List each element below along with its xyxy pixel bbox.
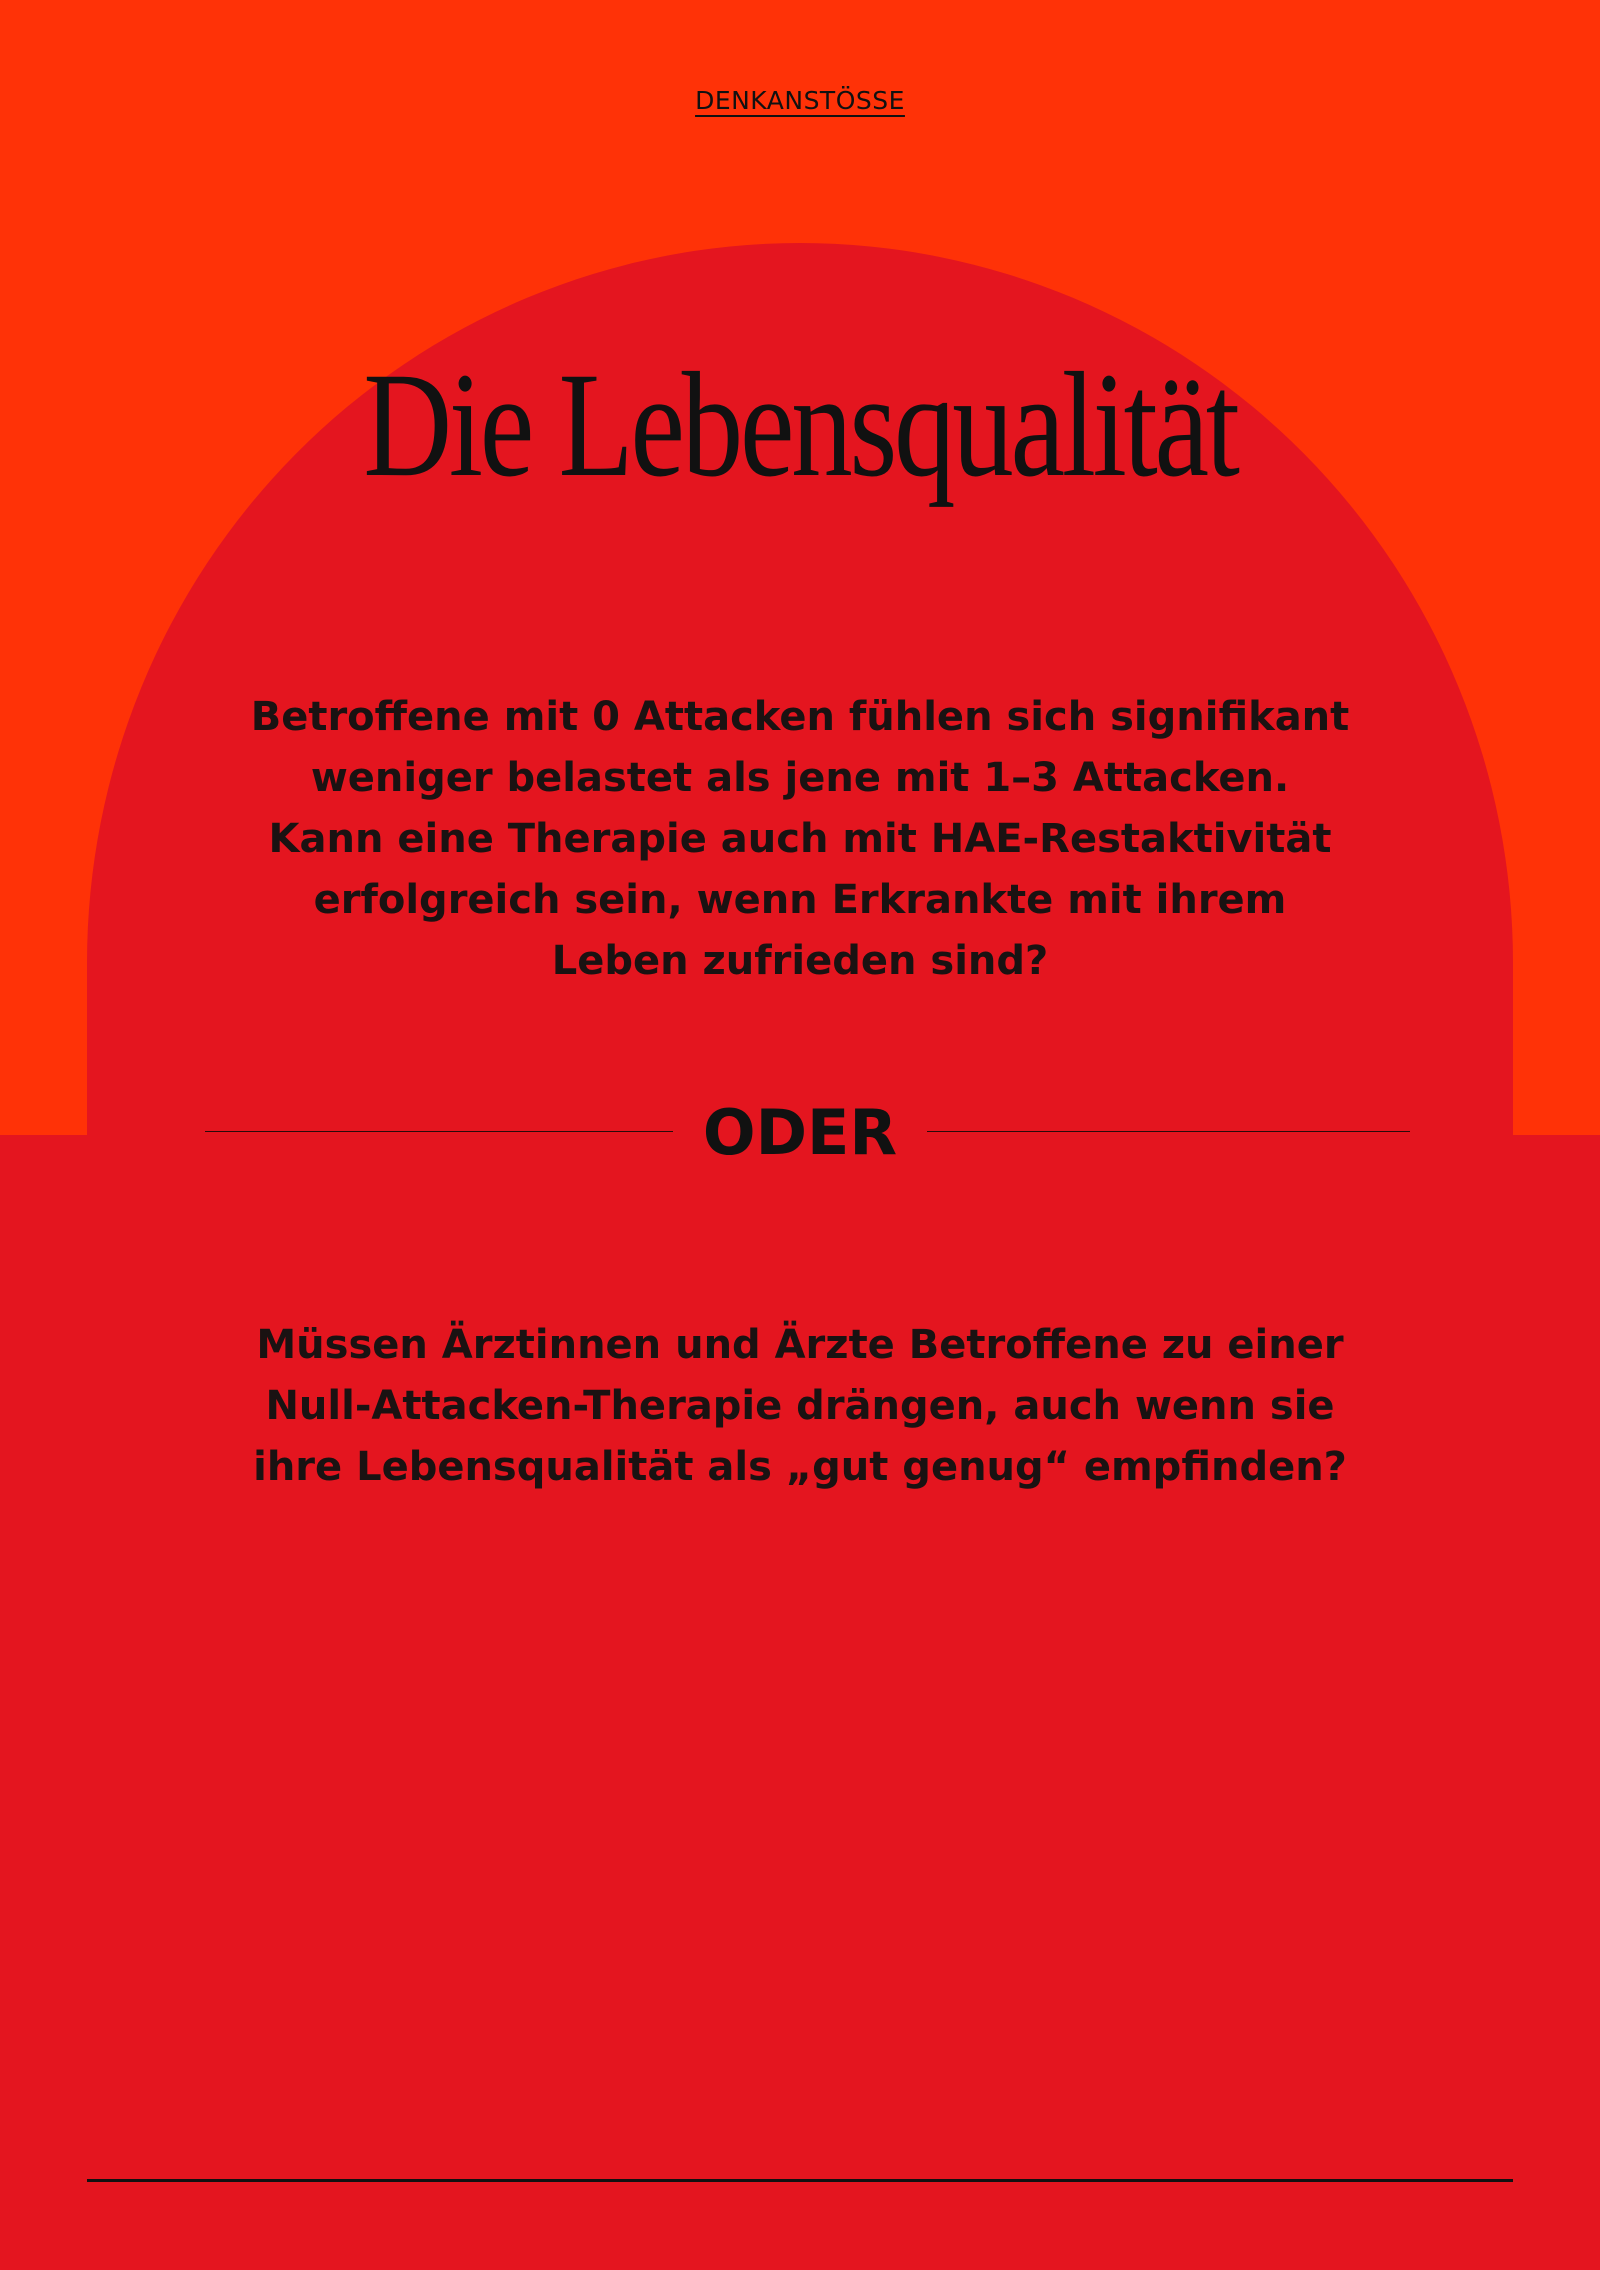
divider-line-right bbox=[927, 1131, 1410, 1132]
bottom-rule bbox=[87, 2179, 1513, 2182]
page-title: Die Lebensqualität bbox=[363, 342, 1237, 508]
question-paragraph-1: Betroffene mit 0 Attacken fühlen sich signifikant weniger belastet als jene mit 1–3 Attacken. Kann eine Therapie auch mit HAE-Restaktivität erfolgreich sein, wenn Erkrankte mit ihrem Leben zufrieden sind? bbox=[250, 694, 1350, 984]
oder-divider bbox=[205, 1096, 1410, 1169]
kicker bbox=[0, 86, 1600, 115]
divider-label: ODER bbox=[702, 1096, 898, 1169]
question-paragraph-2: Müssen Ärztinnen und Ärzte Betroffene zu einer Null-Attacken-Therapie drängen, auch wenn sie ihre Lebensqualität als „gut genug“ empfinden? bbox=[253, 1322, 1347, 1490]
divider-line-left bbox=[205, 1131, 673, 1132]
kicker-link[interactable]: DENKANSTÖSSE bbox=[695, 86, 905, 115]
